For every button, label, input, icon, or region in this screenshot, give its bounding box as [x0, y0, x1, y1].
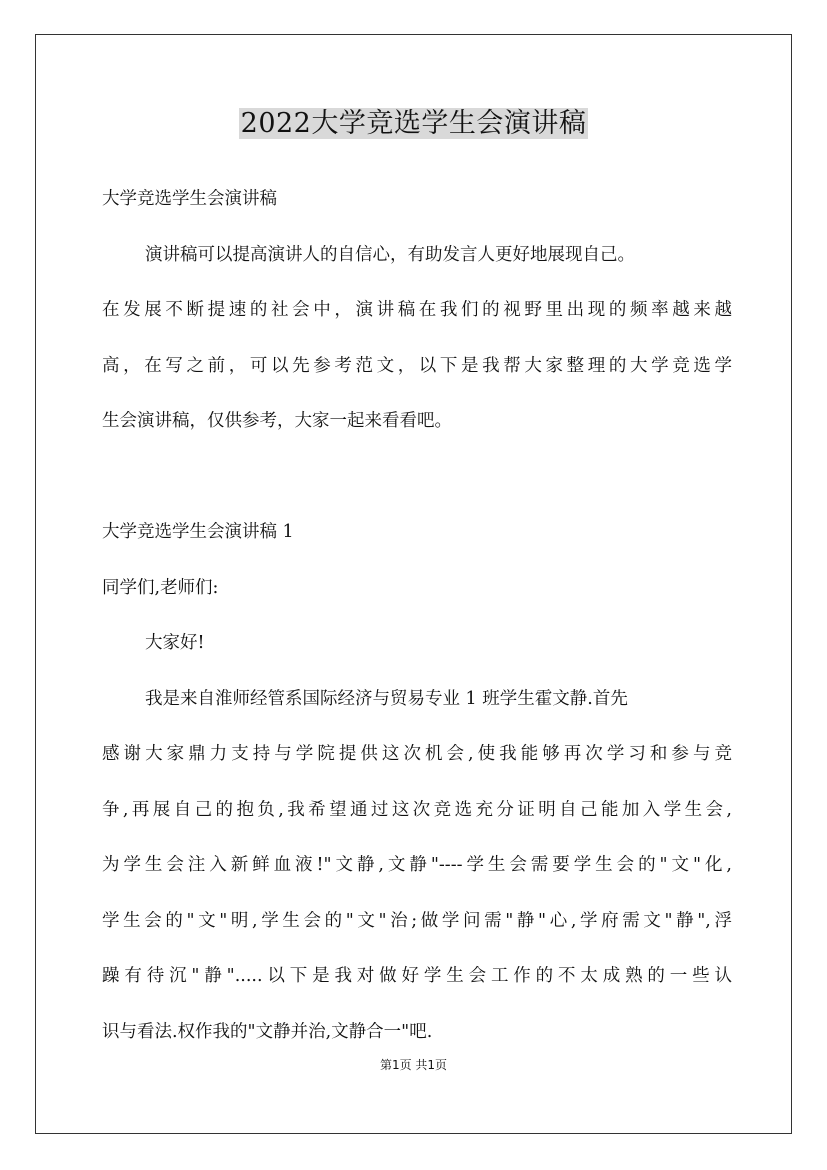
body-line-3: 争,再展自己的抱负,我希望通过这次竞选充分证明自己能加入学生会,	[102, 799, 732, 820]
body-line-1: 我是来自淮师经管系国际经济与贸易专业 1 班学生霍文静.首先	[145, 688, 628, 709]
document-subtitle: 大学竞选学生会演讲稿	[102, 189, 277, 209]
intro-line-1: 演讲稿可以提高演讲人的自信心，有助发言人更好地展现自己。	[145, 244, 635, 265]
body-line-6: 躁有待沉"静".....以下是我对做好学生会工作的不太成熟的一些认	[102, 966, 732, 986]
body-line-2: 感谢大家鼎力支持与学院提供这次机会,使我能够再次学习和参与竞	[102, 744, 732, 764]
intro-line-3: 高，在写之前，可以先参考范文，以下是我帮大家整理的大学竞选学	[102, 355, 732, 376]
intro-line-4: 生会演讲稿，仅供参考，大家一起来看看吧。	[102, 411, 452, 431]
document-title	[0, 104, 827, 144]
greeting: 大家好!	[145, 633, 205, 653]
section-heading: 大学竞选学生会演讲稿 1	[102, 522, 294, 542]
page-footer	[0, 1056, 827, 1073]
body-line-7: 识与看法.权作我的"文静并治,文静合一"吧.	[102, 1021, 433, 1042]
body-line-4: 为学生会注入新鲜血液!"文静,文静"----学生会需要学生会的"文"化,	[102, 855, 732, 875]
document-body	[102, 172, 732, 1060]
intro-line-2: 在发展不断提速的社会中，演讲稿在我们的视野里出现的频率越来越	[102, 300, 732, 320]
body-line-5: 学生会的"文"明,学生会的"文"治;做学问需"静"心,学府需文"静",浮	[102, 910, 732, 931]
document-title-text: 2022大学竞选学生会演讲稿	[240, 108, 587, 139]
salutation: 同学们,老师们:	[102, 577, 219, 598]
paragraph-gap	[102, 450, 732, 506]
page-number: 第1页 共1页	[379, 1058, 448, 1072]
